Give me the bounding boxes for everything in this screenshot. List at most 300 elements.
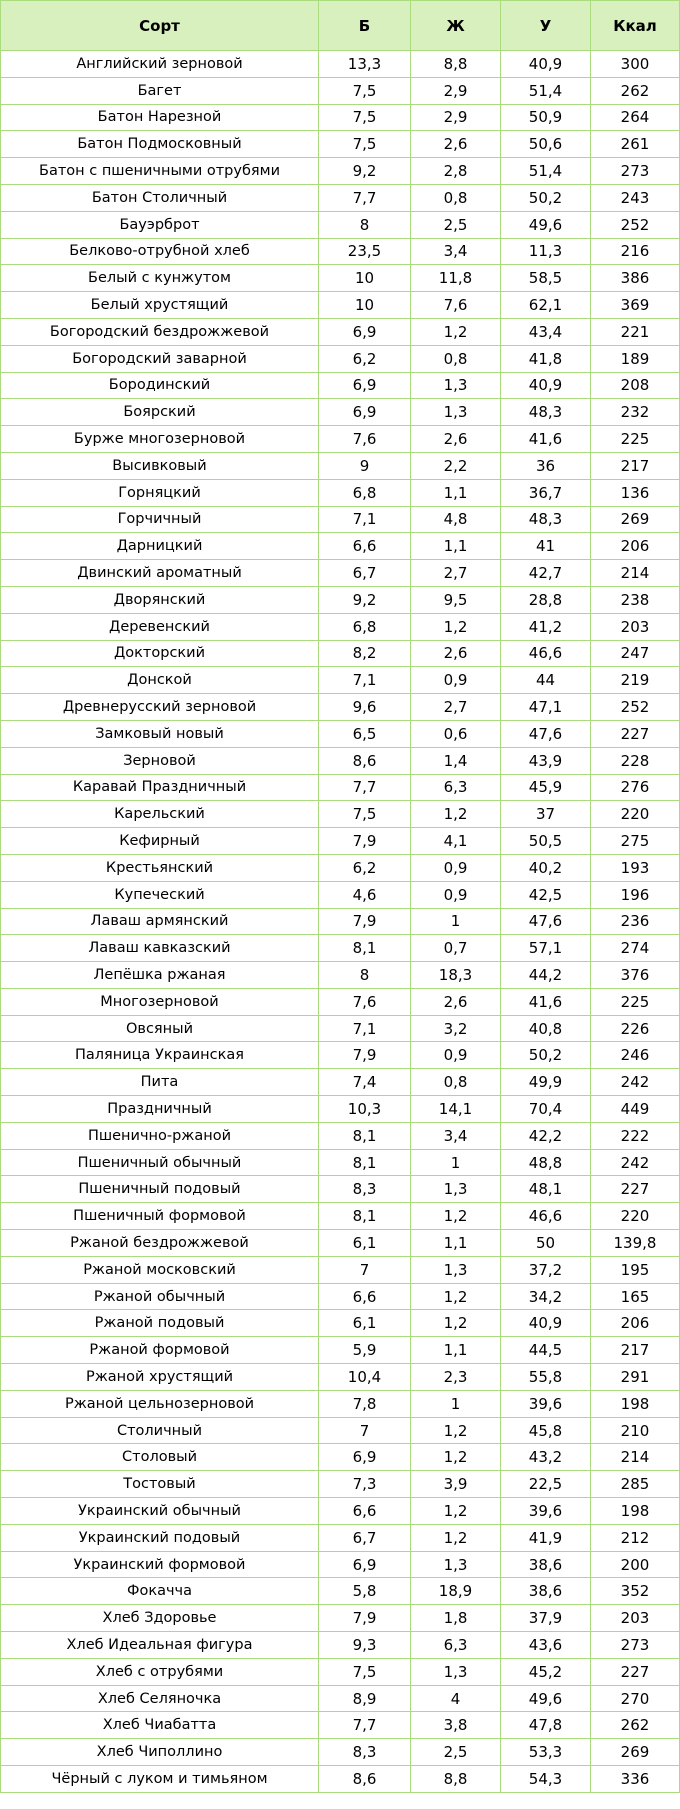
- cell-protein: 8,2: [319, 640, 411, 667]
- cell-carbs: 44,5: [501, 1337, 591, 1364]
- column-header-variety: Сорт: [1, 1, 319, 51]
- cell-variety: Богородский бездрожжевой: [1, 318, 319, 345]
- cell-variety: Столовый: [1, 1444, 319, 1471]
- cell-variety: Паляница Украинская: [1, 1042, 319, 1069]
- table-row: [1, 1310, 680, 1337]
- cell-fat: 1,2: [411, 1444, 501, 1471]
- cell-kcal: 195: [591, 1256, 680, 1283]
- table-row: [1, 1766, 680, 1793]
- cell-fat: 1,3: [411, 1256, 501, 1283]
- cell-kcal: 273: [591, 158, 680, 185]
- cell-protein: 6,7: [319, 560, 411, 587]
- cell-kcal: 212: [591, 1524, 680, 1551]
- table-row: [1, 613, 680, 640]
- cell-variety: Ржаной формовой: [1, 1337, 319, 1364]
- cell-fat: 0,8: [411, 345, 501, 372]
- cell-protein: 6,9: [319, 1444, 411, 1471]
- cell-protein: 6,8: [319, 613, 411, 640]
- cell-protein: 6,1: [319, 1230, 411, 1257]
- cell-kcal: 232: [591, 399, 680, 426]
- cell-variety: Горчичный: [1, 506, 319, 533]
- cell-variety: Лепёшка ржаная: [1, 962, 319, 989]
- cell-variety: Пшеничный обычный: [1, 1149, 319, 1176]
- cell-kcal: 242: [591, 1149, 680, 1176]
- cell-kcal: 198: [591, 1498, 680, 1525]
- table-row: [1, 51, 680, 78]
- cell-protein: 7,9: [319, 828, 411, 855]
- table-row: [1, 801, 680, 828]
- cell-variety: Ржаной хрустящий: [1, 1364, 319, 1391]
- cell-protein: 6,6: [319, 533, 411, 560]
- cell-carbs: 40,9: [501, 1310, 591, 1337]
- table-row: [1, 238, 680, 265]
- cell-protein: 8,3: [319, 1739, 411, 1766]
- column-header-kcal: Ккал: [591, 1, 680, 51]
- cell-kcal: 217: [591, 452, 680, 479]
- cell-kcal: 336: [591, 1766, 680, 1793]
- cell-kcal: 139,8: [591, 1230, 680, 1257]
- cell-fat: 2,2: [411, 452, 501, 479]
- cell-protein: 5,9: [319, 1337, 411, 1364]
- cell-variety: Овсяный: [1, 1015, 319, 1042]
- table-row: [1, 1444, 680, 1471]
- cell-protein: 6,8: [319, 479, 411, 506]
- cell-fat: 1: [411, 908, 501, 935]
- cell-protein: 8,1: [319, 1122, 411, 1149]
- cell-carbs: 50,6: [501, 131, 591, 158]
- cell-fat: 2,3: [411, 1364, 501, 1391]
- table-row: [1, 104, 680, 131]
- cell-protein: 4,6: [319, 881, 411, 908]
- cell-protein: 5,8: [319, 1578, 411, 1605]
- cell-protein: 6,9: [319, 399, 411, 426]
- cell-fat: 1,1: [411, 479, 501, 506]
- cell-kcal: 206: [591, 533, 680, 560]
- cell-fat: 2,9: [411, 104, 501, 131]
- cell-protein: 7,5: [319, 131, 411, 158]
- cell-variety: Замковый новый: [1, 720, 319, 747]
- cell-protein: 9,6: [319, 694, 411, 721]
- cell-protein: 9: [319, 452, 411, 479]
- cell-kcal: 227: [591, 720, 680, 747]
- table-row: [1, 1203, 680, 1230]
- cell-variety: Крестьянский: [1, 854, 319, 881]
- cell-protein: 7,4: [319, 1069, 411, 1096]
- cell-protein: 7,5: [319, 77, 411, 104]
- cell-variety: Ржаной цельнозерновой: [1, 1390, 319, 1417]
- cell-protein: 7,6: [319, 988, 411, 1015]
- cell-carbs: 39,6: [501, 1390, 591, 1417]
- table-row: [1, 1096, 680, 1123]
- cell-fat: 3,8: [411, 1712, 501, 1739]
- table-row: [1, 426, 680, 453]
- cell-carbs: 45,2: [501, 1658, 591, 1685]
- cell-variety: Багет: [1, 77, 319, 104]
- cell-carbs: 58,5: [501, 265, 591, 292]
- cell-variety: Докторский: [1, 640, 319, 667]
- cell-variety: Богородский заварной: [1, 345, 319, 372]
- cell-fat: 1,2: [411, 1283, 501, 1310]
- cell-variety: Пшеничный подовый: [1, 1176, 319, 1203]
- table-row: [1, 988, 680, 1015]
- table-row: [1, 184, 680, 211]
- cell-protein: 6,9: [319, 372, 411, 399]
- cell-carbs: 41,8: [501, 345, 591, 372]
- cell-fat: 6,3: [411, 1632, 501, 1659]
- cell-protein: 23,5: [319, 238, 411, 265]
- cell-kcal: 300: [591, 51, 680, 78]
- cell-protein: 8,6: [319, 1766, 411, 1793]
- cell-fat: 0,8: [411, 1069, 501, 1096]
- cell-variety: Кефирный: [1, 828, 319, 855]
- cell-kcal: 203: [591, 1605, 680, 1632]
- cell-variety: Украинский обычный: [1, 1498, 319, 1525]
- cell-carbs: 48,1: [501, 1176, 591, 1203]
- cell-carbs: 49,9: [501, 1069, 591, 1096]
- cell-fat: 2,6: [411, 426, 501, 453]
- table-row: [1, 560, 680, 587]
- cell-protein: 8,1: [319, 1203, 411, 1230]
- cell-fat: 14,1: [411, 1096, 501, 1123]
- cell-fat: 0,8: [411, 184, 501, 211]
- table-row: [1, 1256, 680, 1283]
- cell-kcal: 236: [591, 908, 680, 935]
- table-row: [1, 506, 680, 533]
- cell-fat: 2,6: [411, 988, 501, 1015]
- cell-fat: 0,9: [411, 1042, 501, 1069]
- cell-protein: 6,1: [319, 1310, 411, 1337]
- cell-kcal: 203: [591, 613, 680, 640]
- cell-kcal: 291: [591, 1364, 680, 1391]
- cell-variety: Фокачча: [1, 1578, 319, 1605]
- cell-variety: Высивковый: [1, 452, 319, 479]
- cell-variety: Белый хрустящий: [1, 292, 319, 319]
- cell-carbs: 50,2: [501, 1042, 591, 1069]
- cell-carbs: 38,6: [501, 1578, 591, 1605]
- cell-kcal: 449: [591, 1096, 680, 1123]
- cell-fat: 1: [411, 1390, 501, 1417]
- cell-protein: 6,5: [319, 720, 411, 747]
- cell-fat: 2,7: [411, 694, 501, 721]
- cell-fat: 1,4: [411, 747, 501, 774]
- cell-kcal: 198: [591, 1390, 680, 1417]
- cell-fat: 18,9: [411, 1578, 501, 1605]
- table-row: [1, 1498, 680, 1525]
- cell-protein: 6,6: [319, 1498, 411, 1525]
- table-row: [1, 1230, 680, 1257]
- cell-carbs: 44,2: [501, 962, 591, 989]
- cell-protein: 13,3: [319, 51, 411, 78]
- cell-variety: Ржаной подовый: [1, 1310, 319, 1337]
- cell-fat: 0,9: [411, 854, 501, 881]
- cell-kcal: 221: [591, 318, 680, 345]
- cell-kcal: 227: [591, 1176, 680, 1203]
- cell-variety: Деревенский: [1, 613, 319, 640]
- cell-fat: 3,2: [411, 1015, 501, 1042]
- cell-variety: Тостовый: [1, 1471, 319, 1498]
- cell-variety: Ржаной бездрожжевой: [1, 1230, 319, 1257]
- cell-fat: 2,5: [411, 1739, 501, 1766]
- cell-kcal: 242: [591, 1069, 680, 1096]
- cell-carbs: 49,6: [501, 1685, 591, 1712]
- cell-kcal: 189: [591, 345, 680, 372]
- cell-variety: Украинский подовый: [1, 1524, 319, 1551]
- cell-fat: 3,4: [411, 238, 501, 265]
- cell-variety: Хлеб Идеальная фигура: [1, 1632, 319, 1659]
- cell-carbs: 11,3: [501, 238, 591, 265]
- cell-kcal: 247: [591, 640, 680, 667]
- table-row: [1, 1578, 680, 1605]
- cell-variety: Хлеб Чиабатта: [1, 1712, 319, 1739]
- cell-fat: 1,1: [411, 1230, 501, 1257]
- cell-kcal: 369: [591, 292, 680, 319]
- cell-variety: Хлеб Селяночка: [1, 1685, 319, 1712]
- cell-variety: Лаваш армянский: [1, 908, 319, 935]
- cell-protein: 6,9: [319, 318, 411, 345]
- table-row: [1, 586, 680, 613]
- cell-protein: 10: [319, 265, 411, 292]
- cell-fat: 18,3: [411, 962, 501, 989]
- cell-kcal: 238: [591, 586, 680, 613]
- cell-variety: Чёрный с луком и тимьяном: [1, 1766, 319, 1793]
- cell-variety: Пшеничный формовой: [1, 1203, 319, 1230]
- cell-carbs: 62,1: [501, 292, 591, 319]
- cell-kcal: 220: [591, 1203, 680, 1230]
- cell-variety: Карельский: [1, 801, 319, 828]
- table-row: [1, 828, 680, 855]
- cell-carbs: 41,2: [501, 613, 591, 640]
- table-row: [1, 1390, 680, 1417]
- cell-protein: 10,3: [319, 1096, 411, 1123]
- cell-carbs: 40,9: [501, 51, 591, 78]
- cell-fat: 1,8: [411, 1605, 501, 1632]
- cell-variety: Дворянский: [1, 586, 319, 613]
- cell-fat: 6,3: [411, 774, 501, 801]
- cell-carbs: 50,2: [501, 184, 591, 211]
- table-row: [1, 77, 680, 104]
- cell-carbs: 36,7: [501, 479, 591, 506]
- cell-carbs: 48,3: [501, 506, 591, 533]
- cell-carbs: 50: [501, 1230, 591, 1257]
- cell-carbs: 70,4: [501, 1096, 591, 1123]
- cell-variety: Бородинский: [1, 372, 319, 399]
- table-row: [1, 962, 680, 989]
- table-row: [1, 131, 680, 158]
- cell-protein: 7,1: [319, 667, 411, 694]
- cell-fat: 0,7: [411, 935, 501, 962]
- cell-carbs: 57,1: [501, 935, 591, 962]
- cell-variety: Горняцкий: [1, 479, 319, 506]
- cell-fat: 2,5: [411, 211, 501, 238]
- cell-carbs: 37,9: [501, 1605, 591, 1632]
- cell-kcal: 217: [591, 1337, 680, 1364]
- table-row: [1, 1176, 680, 1203]
- cell-carbs: 41: [501, 533, 591, 560]
- cell-kcal: 386: [591, 265, 680, 292]
- cell-kcal: 225: [591, 426, 680, 453]
- cell-kcal: 227: [591, 1658, 680, 1685]
- cell-protein: 7,7: [319, 184, 411, 211]
- cell-carbs: 41,6: [501, 988, 591, 1015]
- cell-variety: Хлеб с отрубями: [1, 1658, 319, 1685]
- cell-kcal: 226: [591, 1015, 680, 1042]
- cell-variety: Многозерновой: [1, 988, 319, 1015]
- cell-carbs: 47,6: [501, 720, 591, 747]
- cell-protein: 6,6: [319, 1283, 411, 1310]
- cell-fat: 2,6: [411, 640, 501, 667]
- cell-kcal: 196: [591, 881, 680, 908]
- cell-kcal: 193: [591, 854, 680, 881]
- table-row: [1, 1658, 680, 1685]
- cell-protein: 8: [319, 962, 411, 989]
- cell-variety: Батон Нарезной: [1, 104, 319, 131]
- cell-fat: 1,2: [411, 1203, 501, 1230]
- table-row: [1, 372, 680, 399]
- cell-kcal: 214: [591, 560, 680, 587]
- cell-protein: 9,2: [319, 158, 411, 185]
- table-row: [1, 399, 680, 426]
- table-row: [1, 1739, 680, 1766]
- cell-carbs: 45,9: [501, 774, 591, 801]
- table-row: [1, 854, 680, 881]
- cell-carbs: 38,6: [501, 1551, 591, 1578]
- cell-fat: 1,2: [411, 613, 501, 640]
- table-row: [1, 345, 680, 372]
- cell-protein: 9,2: [319, 586, 411, 613]
- cell-kcal: 200: [591, 1551, 680, 1578]
- cell-kcal: 220: [591, 801, 680, 828]
- cell-fat: 0,6: [411, 720, 501, 747]
- table-row: [1, 774, 680, 801]
- cell-fat: 1,3: [411, 399, 501, 426]
- cell-kcal: 228: [591, 747, 680, 774]
- table-row: [1, 1685, 680, 1712]
- cell-carbs: 48,3: [501, 399, 591, 426]
- cell-variety: Бауэрброт: [1, 211, 319, 238]
- cell-protein: 8: [319, 211, 411, 238]
- cell-carbs: 53,3: [501, 1739, 591, 1766]
- cell-kcal: 276: [591, 774, 680, 801]
- cell-carbs: 47,8: [501, 1712, 591, 1739]
- cell-carbs: 50,5: [501, 828, 591, 855]
- table-row: [1, 1122, 680, 1149]
- cell-fat: 1,2: [411, 801, 501, 828]
- cell-protein: 7,3: [319, 1471, 411, 1498]
- cell-kcal: 269: [591, 1739, 680, 1766]
- cell-carbs: 40,8: [501, 1015, 591, 1042]
- cell-variety: Праздничный: [1, 1096, 319, 1123]
- table-row: [1, 479, 680, 506]
- cell-kcal: 352: [591, 1578, 680, 1605]
- cell-carbs: 36: [501, 452, 591, 479]
- cell-kcal: 262: [591, 1712, 680, 1739]
- cell-carbs: 39,6: [501, 1498, 591, 1525]
- cell-carbs: 49,6: [501, 211, 591, 238]
- cell-kcal: 225: [591, 988, 680, 1015]
- cell-kcal: 246: [591, 1042, 680, 1069]
- cell-protein: 7,6: [319, 426, 411, 453]
- cell-fat: 3,9: [411, 1471, 501, 1498]
- cell-variety: Хлеб Чиполлино: [1, 1739, 319, 1766]
- cell-variety: Лаваш кавказский: [1, 935, 319, 962]
- cell-variety: Боярский: [1, 399, 319, 426]
- column-header-fat: Ж: [411, 1, 501, 51]
- table-row: [1, 1605, 680, 1632]
- cell-protein: 7,5: [319, 1658, 411, 1685]
- cell-kcal: 206: [591, 1310, 680, 1337]
- table-row: [1, 667, 680, 694]
- cell-protein: 6,2: [319, 854, 411, 881]
- cell-protein: 7,9: [319, 908, 411, 935]
- cell-protein: 8,1: [319, 1149, 411, 1176]
- cell-carbs: 51,4: [501, 77, 591, 104]
- cell-fat: 0,9: [411, 881, 501, 908]
- table-row: [1, 1712, 680, 1739]
- cell-fat: 0,9: [411, 667, 501, 694]
- cell-protein: 7: [319, 1417, 411, 1444]
- table-row: [1, 1364, 680, 1391]
- cell-kcal: 275: [591, 828, 680, 855]
- cell-carbs: 37: [501, 801, 591, 828]
- cell-carbs: 43,2: [501, 1444, 591, 1471]
- cell-fat: 8,8: [411, 1766, 501, 1793]
- column-header-protein: Б: [319, 1, 411, 51]
- cell-carbs: 44: [501, 667, 591, 694]
- cell-variety: Каравай Праздничный: [1, 774, 319, 801]
- cell-carbs: 43,6: [501, 1632, 591, 1659]
- cell-fat: 1: [411, 1149, 501, 1176]
- table-row: [1, 694, 680, 721]
- cell-variety: Древнерусский зерновой: [1, 694, 319, 721]
- table-row: [1, 1015, 680, 1042]
- cell-protein: 7,9: [319, 1042, 411, 1069]
- cell-variety: Ржаной московский: [1, 1256, 319, 1283]
- cell-carbs: 51,4: [501, 158, 591, 185]
- cell-protein: 7,7: [319, 1712, 411, 1739]
- cell-variety: Бурже многозерновой: [1, 426, 319, 453]
- cell-fat: 4,8: [411, 506, 501, 533]
- cell-variety: Пита: [1, 1069, 319, 1096]
- cell-fat: 11,8: [411, 265, 501, 292]
- cell-fat: 3,4: [411, 1122, 501, 1149]
- cell-kcal: 262: [591, 77, 680, 104]
- cell-carbs: 54,3: [501, 1766, 591, 1793]
- table-body: [1, 51, 680, 1793]
- cell-protein: 7,8: [319, 1390, 411, 1417]
- cell-fat: 2,8: [411, 158, 501, 185]
- table-row: [1, 1069, 680, 1096]
- cell-protein: 7,1: [319, 1015, 411, 1042]
- cell-protein: 6,9: [319, 1551, 411, 1578]
- cell-kcal: 210: [591, 1417, 680, 1444]
- table-row: [1, 318, 680, 345]
- cell-fat: 2,6: [411, 131, 501, 158]
- cell-variety: Купеческий: [1, 881, 319, 908]
- cell-carbs: 40,9: [501, 372, 591, 399]
- cell-fat: 1,2: [411, 318, 501, 345]
- cell-fat: 1,3: [411, 372, 501, 399]
- cell-carbs: 34,2: [501, 1283, 591, 1310]
- cell-fat: 9,5: [411, 586, 501, 613]
- column-header-carbs: У: [501, 1, 591, 51]
- table-row: [1, 1337, 680, 1364]
- cell-variety: Хлеб Здоровье: [1, 1605, 319, 1632]
- table-row: [1, 747, 680, 774]
- cell-fat: 1,1: [411, 533, 501, 560]
- cell-variety: Батон Столичный: [1, 184, 319, 211]
- cell-carbs: 46,6: [501, 640, 591, 667]
- cell-kcal: 136: [591, 479, 680, 506]
